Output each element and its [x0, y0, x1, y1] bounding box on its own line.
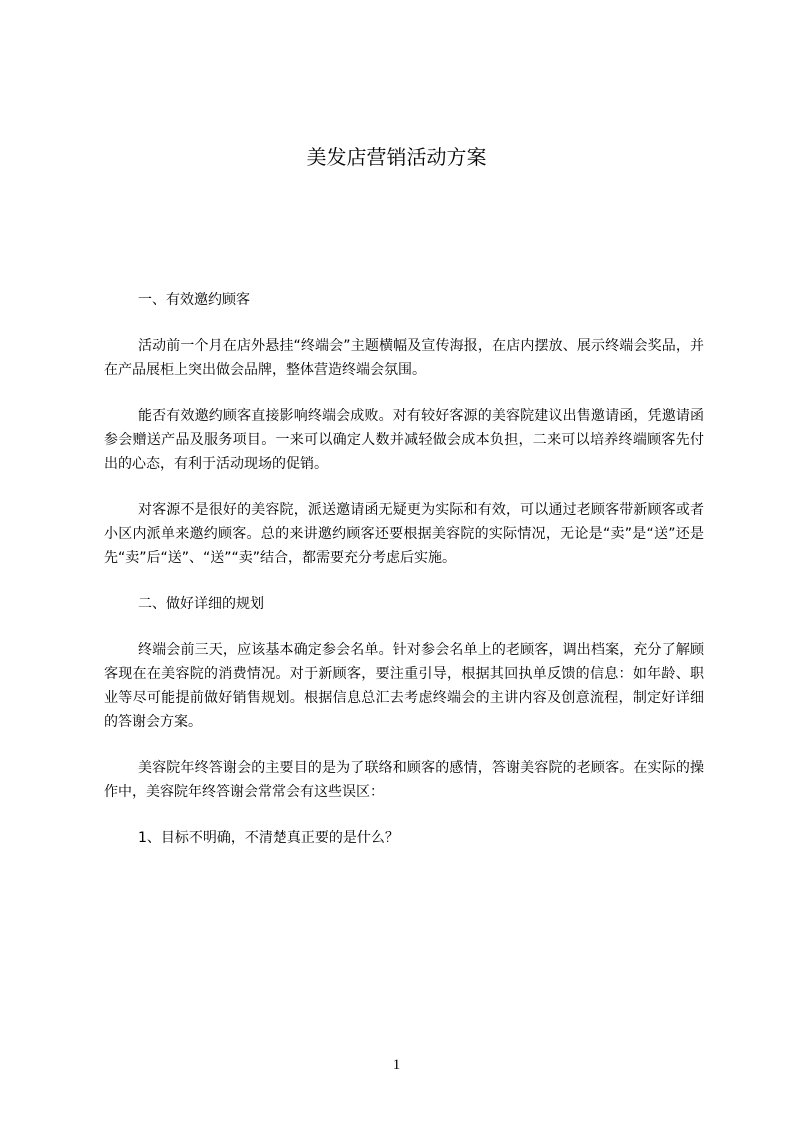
- paragraph-s1-2: 能否有效邀约顾客直接影响终端会成败。对有较好客源的美容院建议出售邀请函，凭邀请函参会赠送产品及服务项目。一来可以确定人数并减轻做会成本负担，二来可以培养终端顾客先付出的心态，有利于活动现场的促销。: [104, 408, 704, 472]
- section-heading-2: 二、做好详细的规划: [138, 596, 264, 612]
- paragraph-s1-3: 对客源不是很好的美容院，派送邀请函无疑更为实际和有效，可以通过老顾客带新顾客或者小区内派单来邀约顾客。总的来讲邀约顾客还要根据美容院的实际情况，无论是“卖”是“送”还是先“卖”后“送”、“送”“卖”结合，都需要充分考虑后实施。: [104, 502, 704, 566]
- document-body: [104, 288, 704, 850]
- section-heading-1: 一、有效邀约顾客: [138, 292, 250, 308]
- paragraph-s2-2: 美容院年终答谢会的主要目的是为了联络和顾客的感情，答谢美容院的老顾客。在实际的操作中，美容院年终答谢会常常会有这些误区：: [104, 760, 704, 800]
- page-number: 1: [392, 1057, 401, 1073]
- paragraph-s1-1: 活动前一个月在店外悬挂“终端会”主题横幅及宣传海报，在店内摆放、展示终端会奖品，并在产品展柜上突出做会品牌，整体营造终端会氛围。: [104, 338, 704, 378]
- paragraph-s2-1: 终端会前三天，应该基本确定参会名单。针对参会名单上的老顾客，调出档案，充分了解顾客现在在美容院的消费情况。对于新顾客，要注重引导，根据其回执单反馈的信息：如年龄、职业等尽可能提前做好销售规划。根据信息总汇去考虑终端会的主讲内容及创意流程，制定好详细的答谢会方案。: [104, 642, 704, 730]
- list-item-1: 1、目标不明确，不清楚真正要的是什么？: [138, 830, 399, 846]
- document-title: 美发店营销活动方案: [306, 145, 487, 169]
